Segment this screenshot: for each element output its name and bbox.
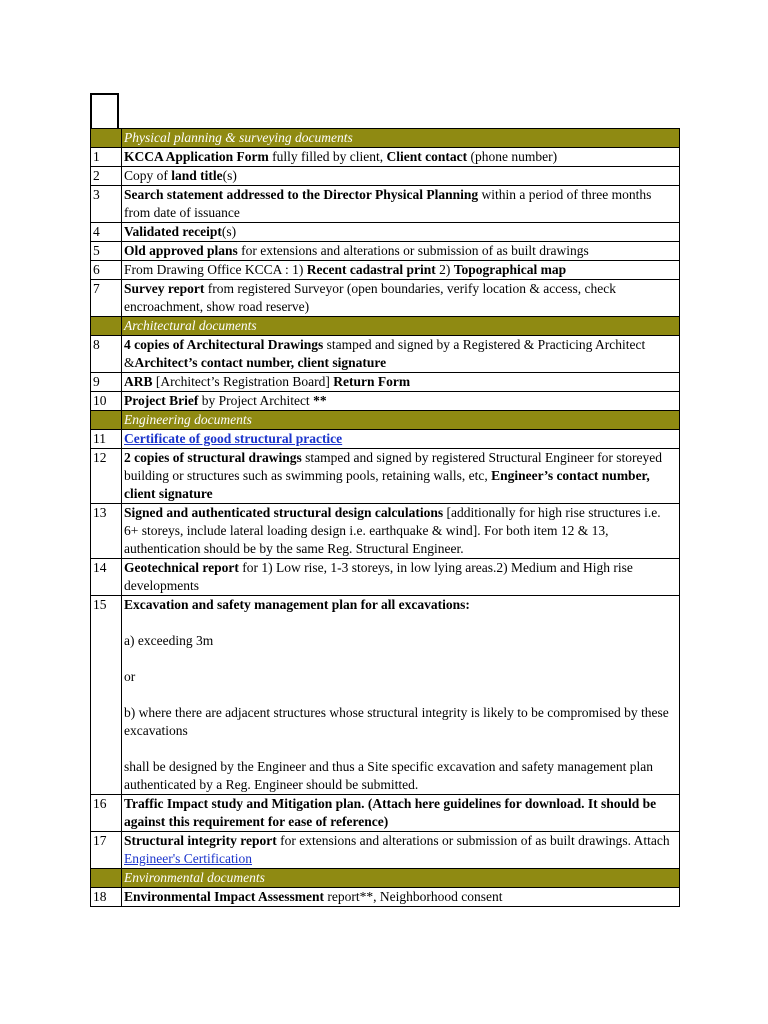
- row-text: Project Brief by Project Architect **: [122, 392, 680, 411]
- header-corner-box: [90, 93, 119, 128]
- row-text: Traffic Impact study and Mitigation plan. (Attach here guidelines for download. It should be against this requirement for ease of reference): [122, 795, 680, 832]
- row-text: Geotechnical report for 1) Low rise, 1-3 storeys, in low lying areas.2) Medium and High rise developments: [122, 559, 680, 596]
- section-header-physical: [91, 129, 680, 148]
- table-row: [91, 148, 680, 167]
- section-header-environmental: [91, 869, 680, 888]
- row-text: 2 copies of structural drawings stamped and signed by registered Structural Engineer for storeyed building or structures such as swimming pools, retaining walls, etc, Engineer’s contact number, client signature: [122, 449, 680, 504]
- row-text: Survey report from registered Surveyor (open boundaries, verify location & access, check encroachment, show road reserve): [122, 280, 680, 317]
- row-text: Structural integrity report for extensions and alterations or submission of as built drawings. Attach Engineer's Certification: [122, 832, 680, 869]
- row-text: Signed and authenticated structural design calculations [additionally for high rise structures i.e. 6+ storeys, include lateral loading design i.e. earthquake & wind]. For both item 12 & 13, authentication should be by the same Reg. Structural Engineer.: [122, 504, 680, 559]
- table-row: [91, 596, 680, 795]
- row-number: 7: [91, 280, 122, 317]
- row-number: 16: [91, 795, 122, 832]
- row-number: 6: [91, 261, 122, 280]
- row-number: 5: [91, 242, 122, 261]
- row-text: ARB [Architect’s Registration Board] Return Form: [122, 373, 680, 392]
- row-number: 4: [91, 223, 122, 242]
- table-row: [91, 430, 680, 449]
- section-title: Architectural documents: [122, 317, 680, 336]
- table-row: [91, 336, 680, 373]
- row-number: 15: [91, 596, 122, 795]
- table-row: [91, 373, 680, 392]
- table-row: [91, 504, 680, 559]
- row-number: 2: [91, 167, 122, 186]
- row-text: From Drawing Office KCCA : 1) Recent cadastral print 2) Topographical map: [122, 261, 680, 280]
- row-number: 17: [91, 832, 122, 869]
- row-text: 4 copies of Architectural Drawings stamped and signed by a Registered & Practicing Architect &Architect’s contact number, client signature: [122, 336, 680, 373]
- table-row: [91, 223, 680, 242]
- row-text: Environmental Impact Assessment report**, Neighborhood consent: [122, 888, 680, 907]
- row-number: 11: [91, 430, 122, 449]
- row-number: 12: [91, 449, 122, 504]
- row-number: 14: [91, 559, 122, 596]
- row-number: 10: [91, 392, 122, 411]
- row-number: 9: [91, 373, 122, 392]
- table-row: [91, 167, 680, 186]
- table-row: [91, 242, 680, 261]
- row-text: Old approved plans for extensions and alterations or submission of as built drawings: [122, 242, 680, 261]
- table-row: [91, 261, 680, 280]
- section-header-architectural: [91, 317, 680, 336]
- row-number: 13: [91, 504, 122, 559]
- section-title: Environmental documents: [122, 869, 680, 888]
- table-row: [91, 449, 680, 504]
- row-number: 3: [91, 186, 122, 223]
- requirements-table: [90, 128, 680, 907]
- row-number: 8: [91, 336, 122, 373]
- row-text: Excavation and safety management plan for all excavations: a) exceeding 3m or b) where there are adjacent structures whose structural integrity is likely to be compromised by these excavations shall be designed by the Engineer and thus a Site specific excavation and safety management plan authenticated by a Reg. Engineer should be submitted.: [122, 596, 680, 795]
- row-text: [122, 430, 680, 449]
- engineers-certification-link[interactable]: Engineer's Certification: [124, 851, 253, 866]
- table-row: [91, 795, 680, 832]
- table-row: [91, 280, 680, 317]
- certificate-structural-practice-link[interactable]: Certificate of good structural practice: [124, 431, 343, 446]
- row-number: 1: [91, 148, 122, 167]
- section-header-engineering: [91, 411, 680, 430]
- table-row: [91, 186, 680, 223]
- row-text: Search statement addressed to the Director Physical Planning within a period of three months from date of issuance: [122, 186, 680, 223]
- table-row: [91, 559, 680, 596]
- row-text: KCCA Application Form fully filled by client, Client contact (phone number): [122, 148, 680, 167]
- table-row: [91, 392, 680, 411]
- table-row: [91, 888, 680, 907]
- table-row: [91, 832, 680, 869]
- row-text: Copy of land title(s): [122, 167, 680, 186]
- section-title: Engineering documents: [122, 411, 680, 430]
- row-text: Validated receipt(s): [122, 223, 680, 242]
- row-number: 18: [91, 888, 122, 907]
- section-title: Physical planning & surveying documents: [122, 129, 680, 148]
